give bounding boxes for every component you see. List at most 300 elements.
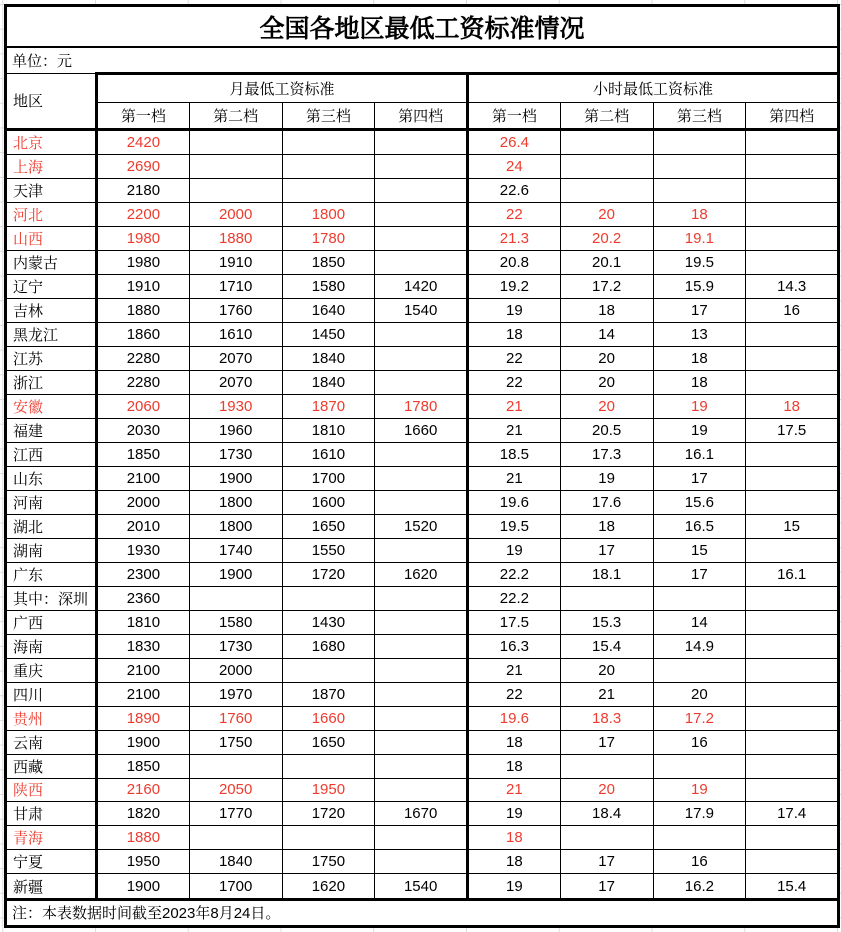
title-row — [6, 6, 839, 48]
table-row — [6, 730, 839, 754]
monthly-tier3-cell: 1600 — [282, 490, 375, 514]
region-cell: 安徽 — [6, 395, 97, 419]
monthly-tier4-cell: 1660 — [375, 418, 468, 442]
hourly-tier2-cell: 20 — [560, 778, 653, 802]
monthly-tier1-cell: 1880 — [97, 826, 190, 850]
monthly-tier4-cell — [375, 203, 468, 227]
hourly-tier3-cell: 16.5 — [653, 514, 746, 538]
hourly-tier2-cell: 21 — [560, 682, 653, 706]
monthly-tier2-cell: 1960 — [189, 418, 282, 442]
hourly-tier4-header: 第四档 — [746, 102, 839, 129]
monthly-tier3-cell: 1430 — [282, 610, 375, 634]
hourly-tier2-cell: 14 — [560, 323, 653, 347]
hourly-tier3-cell: 16.2 — [653, 874, 746, 899]
monthly-tier1-cell: 1810 — [97, 610, 190, 634]
region-cell: 湖南 — [6, 538, 97, 562]
hourly-tier4-cell — [746, 371, 839, 395]
monthly-tier1-cell: 1910 — [97, 275, 190, 299]
monthly-tier2-cell: 1750 — [189, 730, 282, 754]
monthly-tier3-cell: 1800 — [282, 203, 375, 227]
monthly-tier4-cell — [375, 371, 468, 395]
monthly-tier4-cell — [375, 538, 468, 562]
monthly-tier1-cell: 1950 — [97, 850, 190, 874]
hourly-tier3-cell: 17 — [653, 562, 746, 586]
hourly-tier1-cell: 16.3 — [468, 634, 561, 658]
region-cell: 天津 — [6, 179, 97, 203]
monthly-tier1-cell: 2000 — [97, 490, 190, 514]
monthly-tier3-cell: 1700 — [282, 466, 375, 490]
hourly-tier2-cell: 18.1 — [560, 562, 653, 586]
table-row — [6, 179, 839, 203]
hourly-tier3-cell: 18 — [653, 347, 746, 371]
monthly-tier2-cell: 1760 — [189, 299, 282, 323]
table-row — [6, 634, 839, 658]
monthly-tier1-cell: 1890 — [97, 706, 190, 730]
monthly-tier1-cell: 2420 — [97, 130, 190, 155]
monthly-tier3-cell: 1780 — [282, 227, 375, 251]
monthly-tier3-cell — [282, 586, 375, 610]
monthly-tier2-cell — [189, 754, 282, 778]
hourly-tier2-cell — [560, 754, 653, 778]
region-cell: 上海 — [6, 155, 97, 179]
monthly-tier4-cell — [375, 634, 468, 658]
table-row — [6, 347, 839, 371]
hourly-tier2-cell: 17 — [560, 874, 653, 899]
monthly-tier4-cell — [375, 442, 468, 466]
hourly-tier1-cell: 18 — [468, 730, 561, 754]
hourly-tier4-cell — [746, 251, 839, 275]
hourly-tier2-cell: 20.2 — [560, 227, 653, 251]
hourly-tier1-cell: 22 — [468, 371, 561, 395]
hourly-tier4-cell — [746, 227, 839, 251]
hourly-tier4-cell — [746, 466, 839, 490]
monthly-tier3-cell: 1750 — [282, 850, 375, 874]
hourly-tier3-cell: 19 — [653, 418, 746, 442]
region-cell: 云南 — [6, 730, 97, 754]
hourly-tier1-cell: 18 — [468, 850, 561, 874]
hourly-tier1-cell: 21 — [468, 658, 561, 682]
monthly-tier4-cell — [375, 586, 468, 610]
monthly-tier3-cell: 1550 — [282, 538, 375, 562]
monthly-tier2-cell: 1710 — [189, 275, 282, 299]
hourly-tier4-cell — [746, 179, 839, 203]
monthly-tier2-cell: 1800 — [189, 490, 282, 514]
hourly-tier3-cell: 15 — [653, 538, 746, 562]
table-row — [6, 442, 839, 466]
monthly-tier1-cell: 2360 — [97, 586, 190, 610]
monthly-tier2-cell: 2000 — [189, 203, 282, 227]
hourly-tier3-cell: 14.9 — [653, 634, 746, 658]
hourly-tier1-cell: 19.6 — [468, 490, 561, 514]
monthly-tier1-cell: 1850 — [97, 754, 190, 778]
hourly-tier2-cell: 19 — [560, 466, 653, 490]
hourly-tier4-cell: 18 — [746, 395, 839, 419]
monthly-tier1-cell: 1880 — [97, 299, 190, 323]
monthly-tier3-cell: 1810 — [282, 418, 375, 442]
monthly-tier3-header: 第三档 — [282, 102, 375, 129]
hourly-tier4-cell — [746, 442, 839, 466]
monthly-tier2-cell: 1730 — [189, 634, 282, 658]
hourly-tier1-cell: 21 — [468, 778, 561, 802]
hourly-tier3-cell: 14 — [653, 610, 746, 634]
hourly-tier4-cell — [746, 610, 839, 634]
hourly-tier4-cell: 14.3 — [746, 275, 839, 299]
hourly-tier1-cell: 18 — [468, 754, 561, 778]
table-row — [6, 418, 839, 442]
monthly-tier1-cell: 2200 — [97, 203, 190, 227]
hourly-tier4-cell — [746, 538, 839, 562]
hourly-tier3-cell: 19 — [653, 395, 746, 419]
monthly-tier3-cell: 1610 — [282, 442, 375, 466]
hourly-tier3-cell: 17.2 — [653, 706, 746, 730]
monthly-tier3-cell — [282, 826, 375, 850]
monthly-tier4-cell — [375, 227, 468, 251]
hourly-tier2-cell — [560, 155, 653, 179]
monthly-tier2-cell: 1770 — [189, 802, 282, 826]
hourly-tier1-cell: 21.3 — [468, 227, 561, 251]
table-row — [6, 466, 839, 490]
hourly-tier4-cell — [746, 586, 839, 610]
region-cell: 江苏 — [6, 347, 97, 371]
region-cell: 浙江 — [6, 371, 97, 395]
region-cell: 贵州 — [6, 706, 97, 730]
monthly-tier1-cell: 2100 — [97, 658, 190, 682]
table-row — [6, 203, 839, 227]
table-row — [6, 850, 839, 874]
monthly-tier1-cell: 2280 — [97, 371, 190, 395]
monthly-tier3-cell: 1720 — [282, 802, 375, 826]
monthly-tier4-cell — [375, 490, 468, 514]
hourly-tier3-cell — [653, 130, 746, 155]
page-title: 全国各地区最低工资标准情况 — [6, 6, 839, 48]
monthly-tier2-cell: 1900 — [189, 562, 282, 586]
hourly-tier3-cell — [653, 754, 746, 778]
monthly-tier2-cell: 1930 — [189, 395, 282, 419]
region-cell: 山西 — [6, 227, 97, 251]
hourly-tier2-cell: 20 — [560, 203, 653, 227]
monthly-tier3-cell: 1580 — [282, 275, 375, 299]
monthly-tier4-cell — [375, 826, 468, 850]
monthly-tier1-cell: 2060 — [97, 395, 190, 419]
monthly-tier4-cell: 1420 — [375, 275, 468, 299]
unit-label: 单位：元 — [6, 47, 839, 73]
table-row — [6, 826, 839, 850]
hourly-tier3-cell: 16 — [653, 730, 746, 754]
table-row — [6, 395, 839, 419]
hourly-tier1-cell: 22 — [468, 347, 561, 371]
monthly-tier3-cell: 1840 — [282, 347, 375, 371]
hourly-tier2-header: 第二档 — [560, 102, 653, 129]
table-row — [6, 658, 839, 682]
monthly-tier2-cell: 1610 — [189, 323, 282, 347]
monthly-tier4-cell — [375, 682, 468, 706]
monthly-tier1-cell: 2030 — [97, 418, 190, 442]
monthly-tier1-cell: 2010 — [97, 514, 190, 538]
monthly-tier4-cell — [375, 610, 468, 634]
monthly-tier2-cell: 1580 — [189, 610, 282, 634]
monthly-tier3-cell — [282, 179, 375, 203]
hourly-tier1-cell: 20.8 — [468, 251, 561, 275]
monthly-tier4-cell — [375, 706, 468, 730]
hourly-tier1-cell: 19 — [468, 802, 561, 826]
table-row — [6, 371, 839, 395]
monthly-tier2-cell: 1970 — [189, 682, 282, 706]
monthly-tier2-cell — [189, 179, 282, 203]
hourly-tier3-cell — [653, 586, 746, 610]
monthly-tier1-cell: 1900 — [97, 730, 190, 754]
monthly-tier3-cell: 1950 — [282, 778, 375, 802]
monthly-tier3-cell: 1840 — [282, 371, 375, 395]
hourly-tier4-cell — [746, 658, 839, 682]
table-row — [6, 754, 839, 778]
hourly-tier1-cell: 21 — [468, 395, 561, 419]
table-row — [6, 538, 839, 562]
region-cell: 北京 — [6, 130, 97, 155]
monthly-group-header: 月最低工资标准 — [97, 73, 468, 102]
hourly-tier4-cell — [746, 706, 839, 730]
region-cell: 辽宁 — [6, 275, 97, 299]
table-row — [6, 323, 839, 347]
monthly-tier4-cell: 1670 — [375, 802, 468, 826]
hourly-tier4-cell — [746, 130, 839, 155]
region-cell: 甘肃 — [6, 802, 97, 826]
monthly-tier2-cell: 2070 — [189, 371, 282, 395]
table-row — [6, 562, 839, 586]
monthly-tier1-cell: 2160 — [97, 778, 190, 802]
monthly-tier1-cell: 1980 — [97, 251, 190, 275]
hourly-tier3-cell: 20 — [653, 682, 746, 706]
region-cell: 海南 — [6, 634, 97, 658]
monthly-tier2-cell: 1740 — [189, 538, 282, 562]
hourly-tier1-cell: 21 — [468, 418, 561, 442]
hourly-tier2-cell — [560, 179, 653, 203]
hourly-tier3-cell: 16 — [653, 850, 746, 874]
monthly-tier4-cell — [375, 754, 468, 778]
region-cell: 陕西 — [6, 778, 97, 802]
hourly-tier2-cell: 17 — [560, 730, 653, 754]
region-cell: 内蒙古 — [6, 251, 97, 275]
monthly-tier4-cell — [375, 466, 468, 490]
table-row — [6, 682, 839, 706]
monthly-tier4-cell — [375, 323, 468, 347]
hourly-tier2-cell: 20.1 — [560, 251, 653, 275]
monthly-tier3-cell — [282, 658, 375, 682]
hourly-tier2-cell: 18 — [560, 514, 653, 538]
monthly-tier3-cell: 1870 — [282, 395, 375, 419]
region-cell: 福建 — [6, 418, 97, 442]
note-row — [6, 899, 839, 926]
table-row — [6, 275, 839, 299]
hourly-tier3-cell: 19 — [653, 778, 746, 802]
table-row — [6, 490, 839, 514]
hourly-tier4-cell: 16 — [746, 299, 839, 323]
table-row — [6, 227, 839, 251]
hourly-tier1-cell: 19.6 — [468, 706, 561, 730]
monthly-tier3-cell — [282, 130, 375, 155]
hourly-tier3-cell — [653, 179, 746, 203]
monthly-tier4-cell — [375, 658, 468, 682]
hourly-tier2-cell: 15.4 — [560, 634, 653, 658]
region-cell: 西藏 — [6, 754, 97, 778]
table-foot-section — [6, 899, 839, 926]
hourly-tier1-cell: 22.6 — [468, 179, 561, 203]
hourly-tier4-cell — [746, 682, 839, 706]
region-cell: 四川 — [6, 682, 97, 706]
monthly-tier4-header: 第四档 — [375, 102, 468, 129]
monthly-tier3-cell: 1870 — [282, 682, 375, 706]
monthly-tier4-cell — [375, 130, 468, 155]
hourly-tier3-cell: 18 — [653, 371, 746, 395]
hourly-tier4-cell — [746, 490, 839, 514]
hourly-tier1-cell: 17.5 — [468, 610, 561, 634]
monthly-tier2-cell: 1840 — [189, 850, 282, 874]
hourly-tier2-cell — [560, 586, 653, 610]
monthly-tier1-cell: 1930 — [97, 538, 190, 562]
minimum-wage-table — [4, 4, 840, 928]
hourly-tier1-cell: 22.2 — [468, 562, 561, 586]
hourly-tier3-cell: 17 — [653, 466, 746, 490]
hourly-tier1-cell: 18.5 — [468, 442, 561, 466]
monthly-tier4-cell: 1540 — [375, 874, 468, 899]
region-cell: 重庆 — [6, 658, 97, 682]
monthly-tier2-cell: 1900 — [189, 466, 282, 490]
hourly-tier4-cell — [746, 730, 839, 754]
region-cell: 广东 — [6, 562, 97, 586]
monthly-tier4-cell — [375, 155, 468, 179]
hourly-tier3-cell: 17.9 — [653, 802, 746, 826]
monthly-tier4-cell: 1780 — [375, 395, 468, 419]
hourly-tier4-cell — [746, 826, 839, 850]
table-row — [6, 586, 839, 610]
table-row — [6, 299, 839, 323]
monthly-tier2-cell — [189, 130, 282, 155]
hourly-tier4-cell — [746, 155, 839, 179]
hourly-tier4-cell: 17.4 — [746, 802, 839, 826]
region-cell: 青海 — [6, 826, 97, 850]
monthly-tier4-cell — [375, 730, 468, 754]
monthly-tier3-cell: 1620 — [282, 874, 375, 899]
hourly-tier1-cell: 18 — [468, 826, 561, 850]
region-column-header: 地区 — [6, 73, 97, 130]
hourly-tier3-cell — [653, 658, 746, 682]
table-head-section — [6, 6, 839, 130]
hourly-tier2-cell: 15.3 — [560, 610, 653, 634]
hourly-tier4-cell: 15 — [746, 514, 839, 538]
hourly-tier4-cell — [746, 347, 839, 371]
region-cell: 其中：深圳 — [6, 586, 97, 610]
region-cell: 广西 — [6, 610, 97, 634]
monthly-tier2-cell: 1880 — [189, 227, 282, 251]
monthly-tier3-cell: 1660 — [282, 706, 375, 730]
region-cell: 江西 — [6, 442, 97, 466]
region-cell: 山东 — [6, 466, 97, 490]
hourly-tier2-cell — [560, 130, 653, 155]
hourly-tier3-cell: 15.9 — [653, 275, 746, 299]
hourly-tier2-cell: 17.2 — [560, 275, 653, 299]
table-body — [6, 130, 839, 899]
hourly-tier4-cell — [746, 203, 839, 227]
hourly-tier2-cell: 17.3 — [560, 442, 653, 466]
hourly-tier1-cell: 19.2 — [468, 275, 561, 299]
monthly-tier2-cell: 1760 — [189, 706, 282, 730]
hourly-tier3-cell: 18 — [653, 203, 746, 227]
monthly-tier2-cell — [189, 586, 282, 610]
hourly-tier3-cell: 19.1 — [653, 227, 746, 251]
hourly-tier4-cell — [746, 634, 839, 658]
hourly-tier1-cell: 26.4 — [468, 130, 561, 155]
monthly-tier2-cell — [189, 155, 282, 179]
tier-header-row — [6, 102, 839, 129]
monthly-tier2-cell: 2000 — [189, 658, 282, 682]
hourly-tier1-header: 第一档 — [468, 102, 561, 129]
monthly-tier4-cell — [375, 778, 468, 802]
hourly-group-header: 小时最低工资标准 — [468, 73, 839, 102]
hourly-tier4-cell: 17.5 — [746, 418, 839, 442]
hourly-tier1-cell: 19 — [468, 538, 561, 562]
hourly-tier1-cell: 22 — [468, 203, 561, 227]
hourly-tier3-header: 第三档 — [653, 102, 746, 129]
hourly-tier2-cell: 17.6 — [560, 490, 653, 514]
hourly-tier3-cell: 13 — [653, 323, 746, 347]
region-cell: 宁夏 — [6, 850, 97, 874]
region-cell: 新疆 — [6, 874, 97, 899]
monthly-tier2-cell — [189, 826, 282, 850]
monthly-tier2-cell: 1800 — [189, 514, 282, 538]
table-row — [6, 514, 839, 538]
monthly-tier3-cell: 1640 — [282, 299, 375, 323]
monthly-tier4-cell: 1540 — [375, 299, 468, 323]
monthly-tier4-cell — [375, 179, 468, 203]
hourly-tier1-cell: 22 — [468, 682, 561, 706]
hourly-tier1-cell: 21 — [468, 466, 561, 490]
table-note: 注：本表数据时间截至2023年8月24日。 — [6, 899, 839, 926]
monthly-tier1-cell: 1830 — [97, 634, 190, 658]
monthly-tier2-cell: 1910 — [189, 251, 282, 275]
monthly-tier1-cell: 2100 — [97, 682, 190, 706]
monthly-tier1-cell: 2300 — [97, 562, 190, 586]
table-row — [6, 778, 839, 802]
region-cell: 湖北 — [6, 514, 97, 538]
monthly-tier3-cell: 1650 — [282, 730, 375, 754]
monthly-tier3-cell — [282, 155, 375, 179]
monthly-tier2-cell: 2070 — [189, 347, 282, 371]
hourly-tier3-cell: 16.1 — [653, 442, 746, 466]
monthly-tier4-cell — [375, 251, 468, 275]
hourly-tier2-cell: 17 — [560, 850, 653, 874]
monthly-tier4-cell: 1620 — [375, 562, 468, 586]
table-row — [6, 802, 839, 826]
monthly-tier1-cell: 1860 — [97, 323, 190, 347]
monthly-tier3-cell: 1650 — [282, 514, 375, 538]
hourly-tier2-cell: 20 — [560, 658, 653, 682]
hourly-tier1-cell: 18 — [468, 323, 561, 347]
monthly-tier2-cell: 2050 — [189, 778, 282, 802]
region-cell: 黑龙江 — [6, 323, 97, 347]
monthly-tier2-cell: 1700 — [189, 874, 282, 899]
monthly-tier1-cell: 1900 — [97, 874, 190, 899]
hourly-tier2-cell: 20 — [560, 347, 653, 371]
table-row — [6, 155, 839, 179]
hourly-tier4-cell: 16.1 — [746, 562, 839, 586]
region-cell: 河南 — [6, 490, 97, 514]
monthly-tier1-cell: 1980 — [97, 227, 190, 251]
table-row — [6, 874, 839, 899]
monthly-tier3-cell: 1850 — [282, 251, 375, 275]
table-row — [6, 706, 839, 730]
hourly-tier1-cell: 19.5 — [468, 514, 561, 538]
hourly-tier2-cell — [560, 826, 653, 850]
monthly-tier2-cell: 1730 — [189, 442, 282, 466]
